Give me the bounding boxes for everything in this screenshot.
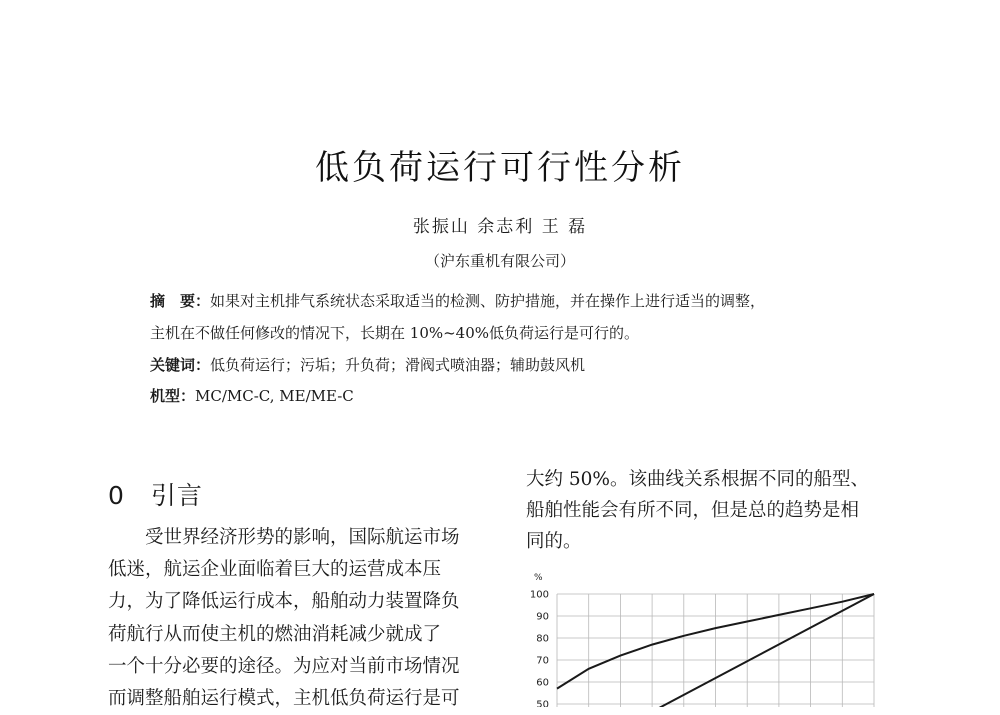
right-line: 大约 50%。该曲线关系根据不同的船型、 bbox=[526, 469, 870, 490]
y-axis-unit-label: % bbox=[534, 573, 543, 583]
engine-type-text: MC/MC-C, ME/ME-C bbox=[195, 387, 354, 405]
series-line-straight bbox=[646, 594, 874, 707]
y-tick-label: 100 bbox=[529, 589, 549, 601]
left-line: 低迷，航运企业面临着巨大的运营成本压 bbox=[108, 559, 442, 581]
keywords-text: 低负荷运行；污垢；升负荷；滑阀式喷油器；辅助鼓风机 bbox=[210, 356, 586, 374]
y-tick-label: 50 bbox=[536, 699, 549, 707]
paper-title: 低负荷运行可行性分析 bbox=[315, 148, 685, 188]
section-heading bbox=[108, 476, 203, 512]
left-line: 一个十分必要的途径。为应对当前市场情况 bbox=[108, 655, 460, 677]
right-line: 船舶性能会有所不同，但是总的趋势是相 bbox=[526, 500, 860, 521]
authors: 张振山 余志利 王 磊 bbox=[412, 217, 588, 237]
engine-type-row bbox=[150, 385, 354, 406]
y-tick-label: 70 bbox=[536, 655, 549, 667]
section-title: 引言 bbox=[150, 481, 203, 510]
abstract-line-2: 主机在不做任何修改的情况下，长期在 10%~40%低负荷运行是可行的。 bbox=[150, 324, 640, 342]
affiliation: （沪东重机有限公司） bbox=[424, 252, 575, 270]
left-line: 荷航行从而使主机的燃油消耗减少就成了 bbox=[108, 623, 442, 645]
left-line: 受世界经济形势的影响，国际航运市场 bbox=[145, 527, 460, 548]
abstract-text-1: 如果对主机排气系统状态采取适当的检测、防护措施，并在操作上进行适当的调整， bbox=[210, 292, 766, 310]
chart-container bbox=[522, 568, 882, 711]
y-tick-label: 60 bbox=[536, 677, 549, 689]
keywords-row bbox=[150, 354, 585, 375]
left-column-paragraph bbox=[108, 522, 488, 715]
load-curve-chart bbox=[522, 568, 882, 707]
right-column-paragraph bbox=[526, 464, 926, 557]
y-tick-label: 90 bbox=[536, 611, 549, 623]
left-line: 而调整船舶运行模式，主机低负荷运行是可 bbox=[108, 688, 460, 710]
engine-type-label: 机型： bbox=[150, 387, 196, 405]
abstract-line-1 bbox=[150, 290, 765, 311]
keywords-label: 关键词： bbox=[150, 356, 211, 374]
y-tick-label: 80 bbox=[536, 633, 549, 645]
abstract-label: 摘 要： bbox=[150, 292, 211, 310]
left-line: 力，为了降低运行成本，船舶动力装置降负 bbox=[108, 591, 460, 613]
section-number: 0 bbox=[108, 481, 125, 510]
right-line: 同的。 bbox=[526, 531, 582, 552]
